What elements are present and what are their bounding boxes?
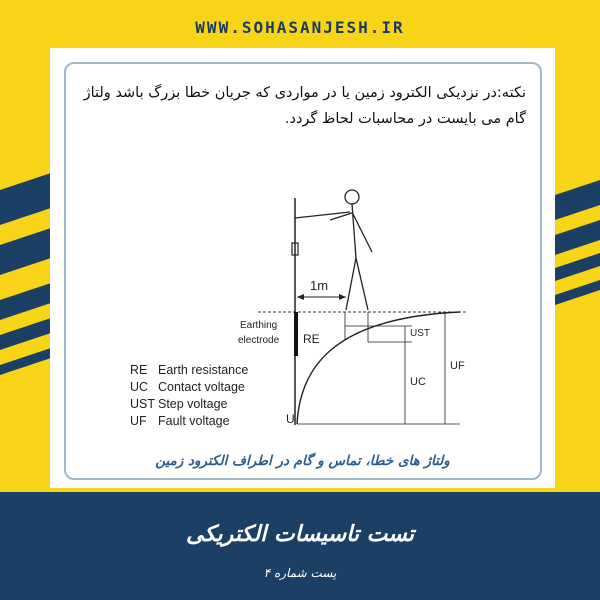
legend-item: UC Contact voltage [130, 380, 245, 394]
post-number: پست شماره ۴ [263, 566, 337, 580]
earthing-label-2: electrode [238, 335, 280, 346]
arrow-head-right [339, 294, 346, 300]
person-head [345, 190, 359, 204]
person-arm-right [353, 214, 372, 252]
diagram-legend [130, 362, 248, 430]
person-leg-left [346, 258, 356, 310]
arrow-head-left [297, 294, 304, 300]
legend-item: RE Earth resistance [130, 363, 249, 377]
distance-label: 1m [310, 278, 329, 293]
legend-item: UST Step voltage [130, 397, 228, 411]
uc-label: UC [410, 376, 426, 388]
voltage-curve [297, 312, 460, 424]
person-leg-right [356, 258, 368, 310]
footer-title: تست تاسیسات الکتریکی [186, 522, 414, 547]
person-body [352, 204, 356, 258]
website-url[interactable]: WWW.SOHASANJESH.IR [195, 18, 405, 37]
legend-item: UF Fault voltage [130, 414, 230, 428]
re-label: RE [303, 332, 320, 346]
ust-label: UST [410, 328, 430, 339]
earthing-label-1: Earthing [240, 320, 278, 331]
u-label: U [286, 412, 295, 426]
figure-caption: ولتاژ های خطا، تماس و گام در اطراف الکترود زمین [155, 453, 450, 469]
note-text: نکته:در نزدیکی الکترود زمین یا در مواردی که جریان خطا بزرگ باشد ولتاژ گام می بایست در محاسبات لحاظ گردد. [83, 85, 526, 127]
uf-label: UF [450, 360, 465, 372]
conductor-to-hand [295, 212, 350, 218]
